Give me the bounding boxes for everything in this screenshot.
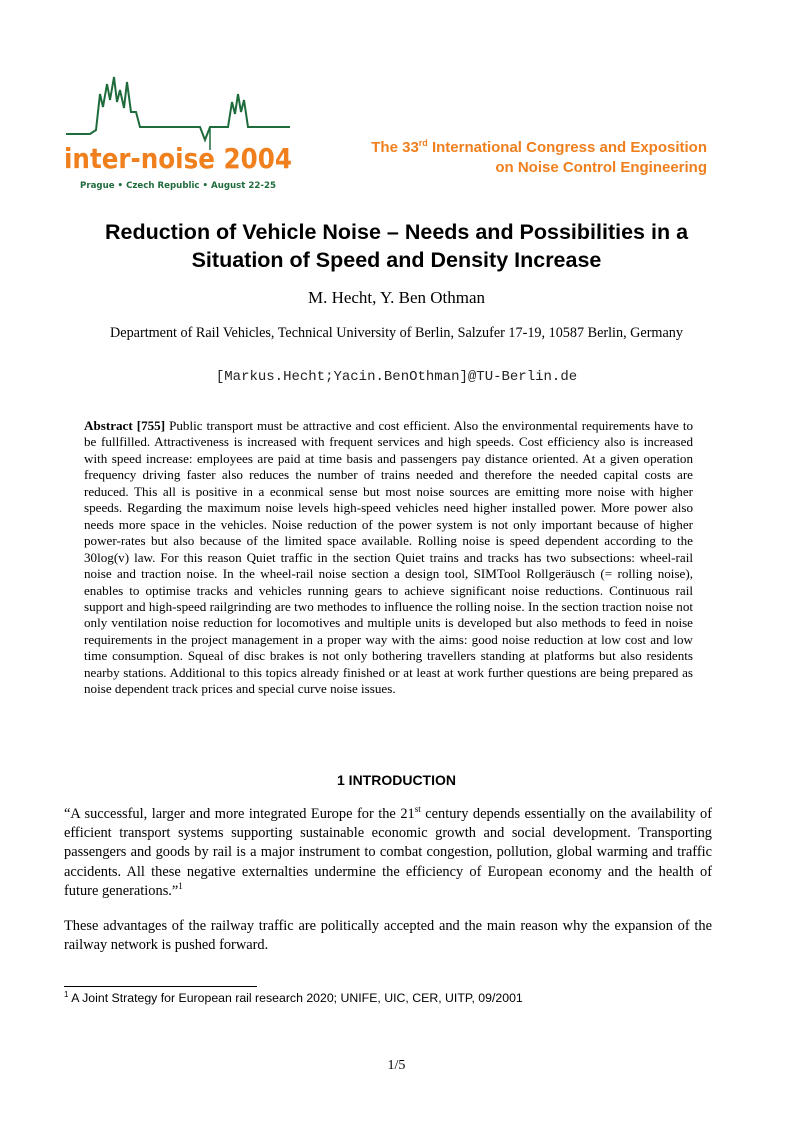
abstract xyxy=(84,418,693,698)
conference-ordinal: The 33 xyxy=(371,139,419,156)
ordinal-suffix: st xyxy=(414,804,421,814)
introduction-paragraph-1 xyxy=(64,805,712,901)
footnote xyxy=(64,991,724,1005)
paper-title-line-1: Reduction of Vehicle Noise – Needs and Possibilities in a xyxy=(104,220,689,244)
abstract-label: Abstract [755] xyxy=(84,418,166,433)
logo-tagline: Prague • Czech Republic • August 22-25 xyxy=(80,181,276,191)
paper-email: [Markus.Hecht;Yacin.BenOthman]@TU-Berlin.de xyxy=(215,369,578,385)
introduction-paragraph-2: These advantages of the railway traffic are politically accepted and the main reason why the expansion of the railway network is pushed forward. xyxy=(64,918,712,954)
paper-title-line-2: Situation of Speed and Density Increase xyxy=(191,248,602,272)
paper-affiliation: Department of Rail Vehicles, Technical University of Berlin, Salzufer 17-19, 10587 Berlin, Germany xyxy=(110,325,683,341)
conference-ordinal-suffix: rd xyxy=(418,138,428,148)
footnote-marker: 1 xyxy=(64,990,69,999)
logo-wordmark: inter-noise 2004 xyxy=(64,142,292,175)
inter-noise-logo xyxy=(60,72,296,196)
city-skyline-icon xyxy=(60,72,296,196)
quote-body: century depends essentially on the availability of efficient transport systems supporting sustainable economic growth and social development. Transporting passengers and goods by rail is a major instrument to combat congestion, pollution, global warming and traffic accidents. All these negative externalties undermine the efficiency of European economy and the health of future generations.” xyxy=(64,806,712,899)
conference-name: International Congress and Exposition xyxy=(427,139,707,156)
quote-start: “A successful, larger and more integrated Europe for the 21 xyxy=(64,806,415,822)
paper-title xyxy=(40,218,753,274)
page-number: 1/5 xyxy=(387,1058,406,1073)
section-heading-introduction: 1 INTRODUCTION xyxy=(337,772,456,788)
abstract-text: Public transport must be attractive and cost efficient. Also the environmental requirements have to be fullfilled. Attractiveness is increased with frequent services and high speeds. Cost efficiency also is increased with speed increase: employees are paid at time basis and passengers pay distance oriented. At a given operation frequency driving faster also reduces the number of trains needed and therefore the needed capital costs are reduced. This all is positive in a econmical sense but most noise sources are emitting more noise with higher speeds. Regarding the maximum noise levels high-speed vehicles need higher installed power. More power also needs more space in the vehicles. Noise reduction of the power system is not only important because of higher power-rates but also because of the limited space available. Rolling noise is speed dependent according to the 30log(v) law. For this reason Quiet traffic in the section Quiet trains and tracks has two subsections: wheel-rail noise and traction noise. In the wheel-rail noise section a design tool, SIMTool Rollgeräusch (= rolling noise), enables to optimise tracks and vehicles running gears to achieve significant noise reductions. Continuous rail support and high-speed railgrinding are two methodes to influence the rolling noise. In the section traction noise not only ventilation noise reduction for locomotives and multiple units is developed but also methods to feed in noise requirements in the project management in a proper way with the aims: good noise reduction at low cost and low time consumption. Squeal of disc brakes is not only bothering travellers standing at platforms but also residents nearby stations. Additional to this topics already finished or at least at work further questions are being prepared as noise dependent track prices and special curve noise issues. xyxy=(84,418,694,697)
conference-header xyxy=(320,138,707,178)
conference-line-1 xyxy=(320,138,707,158)
conference-line-2: on Noise Control Engineering xyxy=(495,159,707,176)
paper-authors: M. Hecht, Y. Ben Othman xyxy=(307,288,486,307)
footnote-text: A Joint Strategy for European rail research 2020; UNIFE, UIC, CER, UITP, 09/2001 xyxy=(68,991,523,1005)
footnote-reference[interactable]: 1 xyxy=(178,880,183,891)
footnote-divider xyxy=(64,986,257,987)
